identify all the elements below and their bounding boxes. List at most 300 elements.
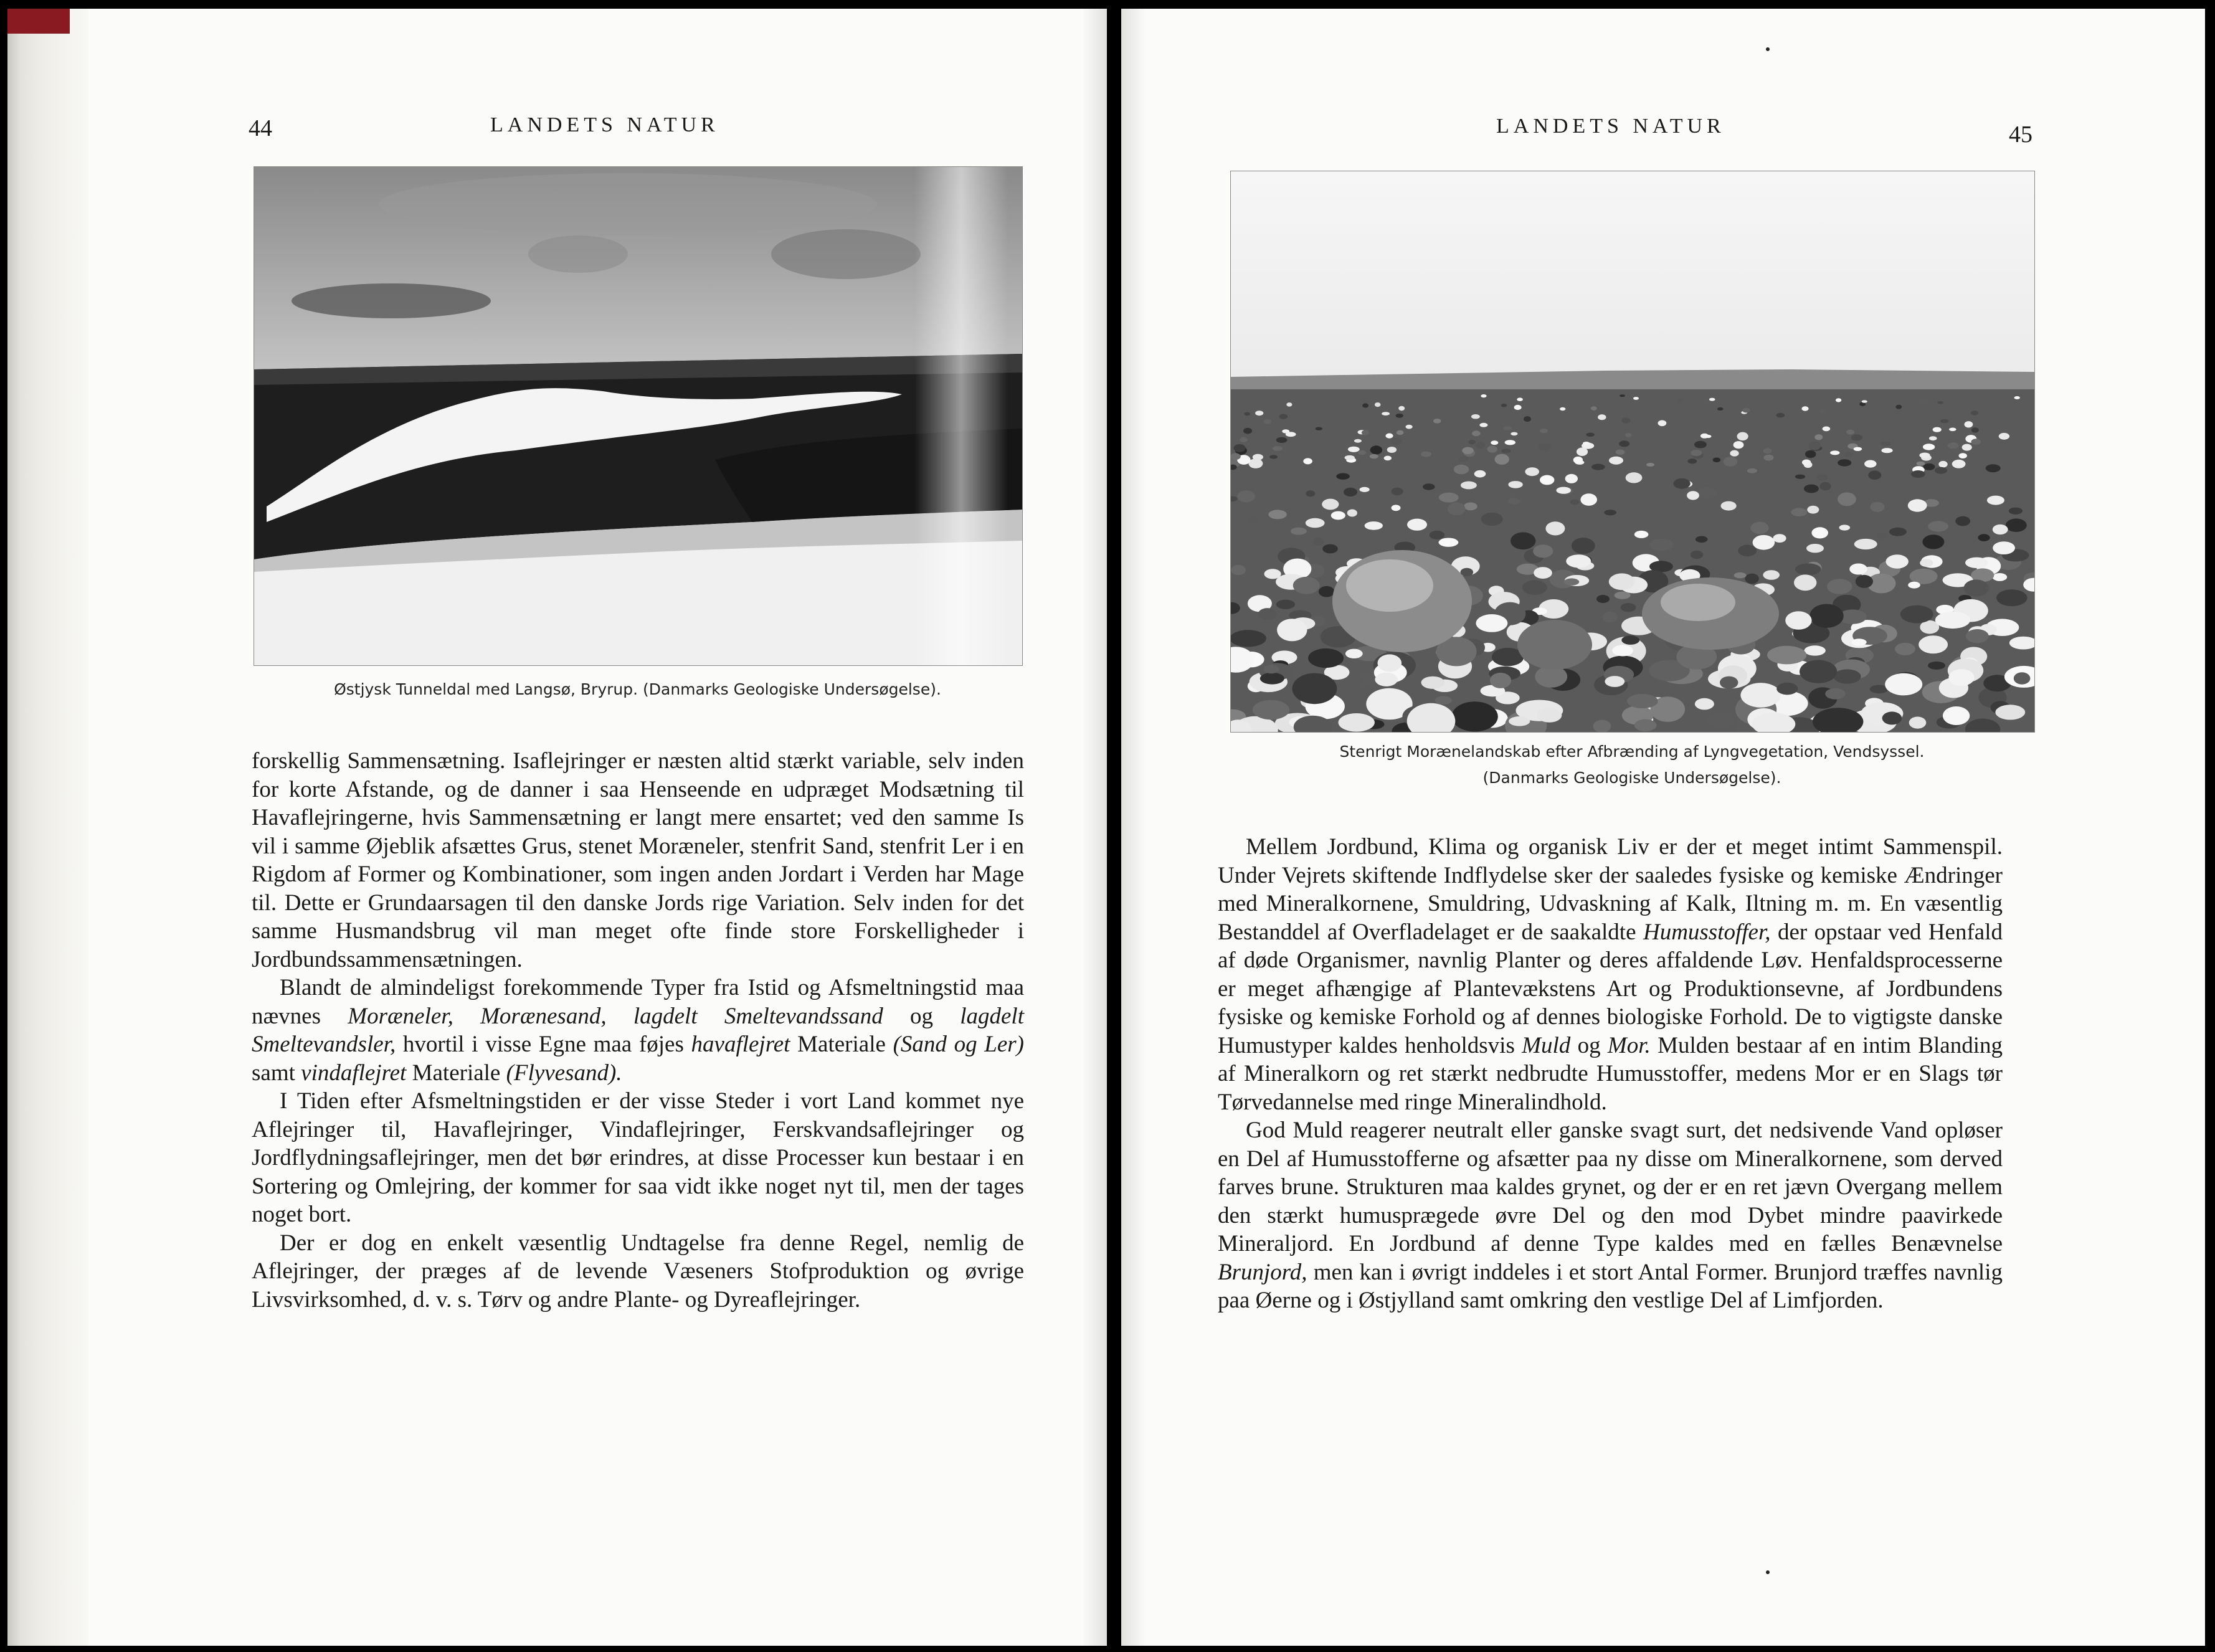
- stone: [1277, 619, 1307, 641]
- stone: [1920, 559, 1933, 567]
- stone: [1407, 519, 1427, 531]
- italic-term: lagdelt Smeltevandsler,: [252, 1003, 1024, 1057]
- stone: [1556, 487, 1571, 494]
- stone: [1421, 452, 1431, 457]
- stone: [1566, 554, 1591, 567]
- stone: [1747, 468, 1757, 473]
- stone: [1868, 471, 1881, 480]
- stone: [1501, 404, 1507, 407]
- stone: [1616, 450, 1625, 455]
- stone: [1933, 427, 1942, 432]
- stone: [1844, 452, 1853, 457]
- stone: [1881, 448, 1892, 453]
- stone: [1917, 462, 1925, 466]
- figure-caption-line-1: Stenrigt Morænelandskab efter Afbrænding af Lyngvegetation, Vendsyssel.: [1339, 743, 1925, 761]
- figure-caption-line-2: (Danmarks Geologiske Undersøgelse).: [1482, 769, 1781, 787]
- stone: [1481, 513, 1503, 526]
- italic-term: Muld: [1522, 1032, 1571, 1058]
- stone: [1365, 521, 1383, 530]
- italic-term: Humusstoffer,: [1643, 919, 1771, 945]
- stone: [1995, 705, 2025, 719]
- stone: [1966, 629, 1989, 643]
- stone: [1354, 439, 1362, 443]
- stone: [1993, 573, 2008, 581]
- stone: [1481, 394, 1486, 397]
- stone: [1999, 433, 2009, 440]
- stone: [1854, 539, 1877, 549]
- stone: [1971, 439, 1981, 445]
- stone: [1316, 427, 1322, 430]
- stone: [1375, 673, 1398, 686]
- stone: [1591, 464, 1605, 470]
- stone: [1730, 450, 1738, 457]
- stone: [1560, 407, 1565, 411]
- stone: [1928, 521, 1948, 531]
- stone: [1691, 450, 1702, 456]
- stone: [1474, 470, 1486, 478]
- stone: [1938, 401, 1944, 404]
- stone: [1802, 460, 1811, 466]
- stone: [1331, 511, 1345, 520]
- stone: [1713, 458, 1721, 463]
- stone: [1347, 510, 1357, 517]
- stone: [1964, 579, 1989, 596]
- stone: [1392, 505, 1401, 511]
- stone: [1370, 454, 1378, 458]
- stone: [1537, 708, 1562, 722]
- stone: [1900, 605, 1933, 624]
- stone: [1545, 521, 1565, 535]
- stone: [1909, 717, 1927, 729]
- stone: [1805, 450, 1816, 458]
- text-run: God Muld reagerer neutralt eller ganske svagt surt, det nedsivende Vand opløser en Del af Humusstofferne og afsætter paa ny disse om Mineralkornene, som derved farves brune. Strukturen maa kaldes grynet, og der er en ret jævn Overgang mellem den stærkt humusprægede øvre Del og den mod Dybet mindre paavirkede Mineraljord. En Jordbund af denne Type kaldes med en fælles Benævnelse: [1218, 1118, 2003, 1256]
- stone: [1253, 700, 1289, 720]
- stone: [1986, 464, 2001, 472]
- stone: [1895, 643, 1915, 655]
- stone: [1451, 701, 1497, 731]
- stone: [1322, 499, 1339, 510]
- stone: [1522, 580, 1547, 595]
- stone: [1524, 416, 1531, 422]
- stone: [1345, 649, 1363, 658]
- stone: [1834, 669, 1861, 683]
- stone: [1965, 421, 1973, 427]
- stone: [1260, 673, 1284, 685]
- stone: [1864, 460, 1876, 468]
- stone: [1687, 491, 1699, 500]
- stone: [1565, 474, 1578, 483]
- stone: [1785, 611, 1811, 630]
- stone: [1876, 533, 1887, 539]
- italic-term: (Sand og Ler): [893, 1032, 1024, 1057]
- page-number: 44: [249, 115, 272, 141]
- stone: [1583, 442, 1590, 445]
- stone: [1292, 673, 1337, 705]
- stone: [1734, 572, 1747, 579]
- stone: [1362, 403, 1368, 407]
- stone: [1764, 455, 1774, 461]
- text-run: og: [883, 1003, 960, 1029]
- paragraph: [252, 1087, 1024, 1229]
- italic-term: Mor.: [1607, 1032, 1651, 1058]
- stone: [1807, 506, 1819, 514]
- stone: [1263, 419, 1271, 424]
- stone: [1439, 493, 1459, 503]
- stone: [1929, 436, 1937, 440]
- figure-stony-moraine-photo: [1230, 171, 2035, 733]
- stone: [1767, 646, 1806, 665]
- stone: [1237, 490, 1255, 502]
- stone: [1634, 531, 1649, 538]
- stone: [1248, 458, 1263, 468]
- stone: [1928, 662, 1945, 670]
- stone: [1564, 578, 1579, 585]
- text-run: Materiale: [790, 1032, 893, 1057]
- stone: [1801, 406, 1808, 411]
- stone: [1673, 478, 1690, 489]
- stone: [1971, 411, 1978, 415]
- paragraph: [252, 747, 1024, 974]
- stone: [1895, 405, 1902, 409]
- stone: [1244, 412, 1250, 416]
- paragraph: [252, 1229, 1024, 1314]
- stone: [1472, 430, 1481, 436]
- stone: [1658, 420, 1667, 427]
- stone: [1811, 527, 1828, 538]
- stone: [1348, 447, 1360, 452]
- stone: [1322, 544, 1338, 554]
- stone: [1745, 574, 1758, 584]
- stone: [1378, 654, 1402, 672]
- stone: [1397, 430, 1403, 435]
- stone: [1306, 490, 1315, 496]
- stone: [1646, 463, 1654, 467]
- stone: [1849, 564, 1867, 575]
- stone: [1505, 440, 1515, 445]
- text-run: hvortil i visse Egne maa føjes: [396, 1032, 691, 1057]
- stone: [1605, 676, 1624, 687]
- stone: [1838, 459, 1851, 466]
- stone: [1430, 531, 1445, 539]
- stone: [1534, 567, 1552, 579]
- text-run: Mulden bestaar af en intim Blanding af Mineralkorn og ret stærkt nedbrudte Humusstoffer, medens Mor er en Slags tør Tørvedannelse med ringe Mineralindhold.: [1218, 1032, 2003, 1115]
- stone: [1814, 434, 1823, 440]
- stone: [1889, 528, 1907, 536]
- italic-term: havaflejret: [691, 1032, 790, 1057]
- stone: [1291, 528, 1307, 535]
- stone: [1691, 551, 1703, 559]
- stone: [1846, 430, 1854, 435]
- stone: [1978, 534, 1990, 541]
- tunnel-valley-image: [254, 167, 1022, 665]
- stone: [1612, 645, 1633, 656]
- stone: [1264, 665, 1279, 673]
- stone: [1360, 487, 1370, 492]
- text-run: Mellem Jordbund, Klima og organisk Liv er der et meget intimt Sammenspil. Under Vejrets skiftende Indflydelse sker der saaledes fysiske og kemiske Ændringer med Mineralkornene, Smuldring, Udvaskning af Kalk, Iltning m. m. En væsentlig Bestanddel af Overfladelaget er de saakaldte: [1218, 834, 2003, 945]
- stone: [1491, 440, 1498, 445]
- figure-caption: Østjysk Tunneldal med Langsø, Bryrup. (Danmarks Geologiske Undersøgelse).: [334, 680, 941, 698]
- stone: [1806, 544, 1824, 553]
- stone: [1384, 456, 1392, 461]
- stone: [2014, 672, 2031, 685]
- stone: [1881, 441, 1891, 446]
- stone: [1993, 525, 2008, 534]
- stone: [1694, 441, 1707, 449]
- page-edge: [7, 9, 88, 1646]
- stone: [1753, 535, 1775, 550]
- stone: [1886, 554, 1909, 568]
- stone: [1240, 437, 1247, 442]
- stone: [1720, 676, 1738, 689]
- stone: [1609, 573, 1635, 590]
- stone: [1293, 577, 1320, 594]
- stone: [1303, 458, 1312, 464]
- stone: [1433, 419, 1441, 424]
- stone: [1763, 570, 1780, 580]
- stone: [1495, 454, 1509, 465]
- stone: [1439, 538, 1459, 547]
- stone: [1319, 586, 1335, 597]
- stone: [1362, 430, 1369, 435]
- stone: [1830, 450, 1839, 455]
- stone: [1819, 482, 1831, 490]
- stone: [1776, 413, 1785, 417]
- stone: [1776, 683, 1798, 695]
- stone: [1572, 538, 1595, 554]
- stone: [1695, 698, 1714, 710]
- stone: [1461, 568, 1474, 576]
- stone: [1269, 455, 1278, 458]
- stone: [1276, 437, 1288, 443]
- stone: [1696, 536, 1708, 543]
- print-speck: [1766, 47, 1770, 51]
- stone: [1604, 510, 1616, 515]
- stone: [1625, 433, 1632, 437]
- stony-moraine-image: [1231, 171, 2034, 732]
- stone: [1286, 402, 1292, 407]
- stone: [1763, 448, 1772, 453]
- stone: [1682, 468, 1697, 477]
- stone: [1511, 432, 1517, 436]
- stone: [1922, 534, 1944, 549]
- stone: [1854, 447, 1862, 451]
- italic-term: (Flyvesand).: [506, 1060, 622, 1086]
- stone: [1705, 435, 1712, 438]
- stone: [1468, 440, 1476, 444]
- stone: [1818, 473, 1828, 481]
- stone: [1406, 425, 1413, 429]
- italic-term: Moræneler, Morænesand, lagdelt Smeltevandssand: [348, 1003, 883, 1029]
- stone: [1971, 427, 1979, 433]
- stone: [1423, 483, 1435, 490]
- stone: [1490, 673, 1511, 688]
- stone: [1795, 475, 1805, 479]
- stone: [1962, 444, 1972, 451]
- stone: [1620, 394, 1625, 397]
- stone: [2006, 518, 2027, 532]
- stone: [1615, 592, 1631, 599]
- stone: [1709, 398, 1715, 401]
- stone: [1609, 457, 1623, 465]
- stone: [1358, 450, 1366, 455]
- stone: [1949, 428, 1957, 432]
- stone: [1952, 460, 1966, 468]
- running-head: LANDETS NATUR: [1496, 115, 1725, 138]
- stone: [1935, 612, 1970, 629]
- stone: [1454, 465, 1469, 474]
- stone: [1825, 688, 1845, 700]
- stone: [1540, 475, 1554, 485]
- stone: [1851, 638, 1867, 645]
- stone: [1717, 407, 1724, 411]
- stone: [1248, 516, 1258, 523]
- text-run: og: [1570, 1032, 1608, 1058]
- stone: [1386, 434, 1393, 439]
- stone: [1598, 414, 1606, 420]
- stone: [1804, 485, 1819, 493]
- stone: [1339, 713, 1375, 732]
- text-run: Blandt de almindeligst forekommende Typer fra Istid og Afsmeltningstid maa nævnes: [252, 975, 1024, 1029]
- stone: [1370, 445, 1382, 454]
- stone: [1396, 414, 1403, 418]
- stone: [1255, 411, 1263, 415]
- stone: [1421, 676, 1445, 689]
- stone: [1392, 488, 1403, 496]
- stone: [1231, 630, 1266, 647]
- stone: [1809, 604, 1843, 628]
- stone: [1375, 402, 1381, 407]
- stone: [1740, 683, 1781, 708]
- stone: [1750, 522, 1768, 534]
- stone: [1827, 579, 1852, 594]
- stone: [1313, 538, 1324, 546]
- stone: [1633, 397, 1639, 400]
- stone: [1258, 608, 1277, 620]
- stone: [1435, 696, 1452, 705]
- text-run: samt: [252, 1060, 301, 1086]
- stone: [1800, 660, 1837, 683]
- stone: [1461, 482, 1477, 490]
- page-number: 45: [2009, 121, 2032, 148]
- stone: [1634, 719, 1657, 731]
- stone: [1586, 433, 1594, 437]
- stone: [1920, 398, 1927, 401]
- stone: [1940, 419, 1948, 423]
- stone: [1923, 444, 1935, 450]
- stone: [1706, 713, 1734, 728]
- stone: [1243, 428, 1252, 434]
- running-head: LANDETS NATUR: [490, 113, 719, 136]
- stone: [1345, 455, 1355, 460]
- stone: [1233, 444, 1245, 452]
- stone: [1517, 397, 1523, 401]
- stone: [1955, 516, 1970, 526]
- stone: [1501, 449, 1511, 453]
- stone: [1738, 545, 1757, 557]
- stone: [1734, 441, 1744, 449]
- stone: [1773, 534, 1786, 543]
- body-text: [252, 747, 1024, 1314]
- stone: [1938, 461, 1947, 468]
- stone: [2014, 396, 2020, 399]
- stone: [1398, 406, 1405, 411]
- stone: [1508, 498, 1520, 505]
- stone: [1603, 612, 1618, 622]
- stone: [1948, 442, 1958, 449]
- stone: [1697, 487, 1717, 498]
- stone: [1344, 488, 1357, 496]
- left-page: [7, 9, 1107, 1646]
- stone: [1462, 447, 1474, 454]
- stone: [1286, 432, 1296, 437]
- stone: [1948, 669, 1974, 686]
- stone: [1819, 409, 1826, 413]
- stone: [1487, 446, 1497, 453]
- italic-term: vindaflejret: [301, 1060, 407, 1086]
- paragraph: [252, 974, 1024, 1087]
- stone: [1621, 417, 1630, 423]
- stone: [1996, 589, 2027, 606]
- stone: [1471, 414, 1480, 419]
- stone: [1923, 463, 1935, 470]
- stone: [1919, 635, 1948, 653]
- stone: [1851, 434, 1862, 440]
- italic-term: Brunjord,: [1218, 1259, 1307, 1285]
- stone: [1721, 501, 1737, 511]
- stone: [1508, 481, 1522, 488]
- stone: [1464, 503, 1477, 511]
- text-run: der opstaar ved Henfald af døde Organismer, navnlig Planter og deres affaldende Løv. Henfaldsprocesserne er meget afhængige af Plantevækstens Art og Produktionsevne, af Jordbundens fysiske og kemiske Forhold og af dennes biologiske Forhold. De to vigtigste danske Humustyper kaldes henholdsvis: [1218, 919, 2003, 1058]
- stone: [1908, 582, 1920, 589]
- stone: [1570, 500, 1580, 505]
- stone: [1459, 456, 1469, 462]
- text-run: I Tiden efter Afsmeltningstiden er der visse Steder i vort Land kommet nye Aflejringer til, Havaflejringer, Vindaflejringer, Ferskvandsaflejringer og Jordflydningsaflejringer, men det bør erindres, at disse Processer kun bestaar i en Sortering og Omlejring, der kommer for saa vidt ikke noget nyt til, men der tages noget bort.: [252, 1088, 1024, 1227]
- stone: [1836, 398, 1841, 402]
- print-speck: [1766, 1570, 1770, 1574]
- stone: [1621, 603, 1636, 612]
- stone: [1573, 457, 1583, 463]
- stone: [1862, 400, 1867, 402]
- text-run: Materiale: [406, 1060, 506, 1086]
- gutter-shadow: [1082, 9, 1107, 1646]
- stone: [1268, 510, 1286, 519]
- stone: [1479, 423, 1487, 427]
- stone: [1935, 467, 1947, 474]
- stone: [1231, 565, 1246, 575]
- stone: [1448, 502, 1465, 515]
- stone: [1649, 539, 1674, 551]
- paragraph: [1218, 1116, 2003, 1315]
- stone: [1621, 635, 1639, 645]
- stone: [1627, 694, 1658, 708]
- stone: [1823, 427, 1831, 432]
- stone: [1525, 467, 1539, 476]
- stone: [1308, 648, 1344, 668]
- stone: [1533, 544, 1553, 558]
- stone: [1993, 541, 2015, 554]
- figure-caption: [1215, 739, 2049, 791]
- stone: [1591, 406, 1597, 411]
- stone: [1514, 405, 1522, 410]
- stone: [1476, 442, 1485, 449]
- stone: [1276, 600, 1295, 609]
- stone: [1626, 472, 1643, 483]
- stone: [1908, 499, 1927, 511]
- stone: [1390, 438, 1402, 445]
- stone: [1382, 412, 1390, 415]
- stone: [1870, 502, 1884, 512]
- stone: [1737, 432, 1748, 441]
